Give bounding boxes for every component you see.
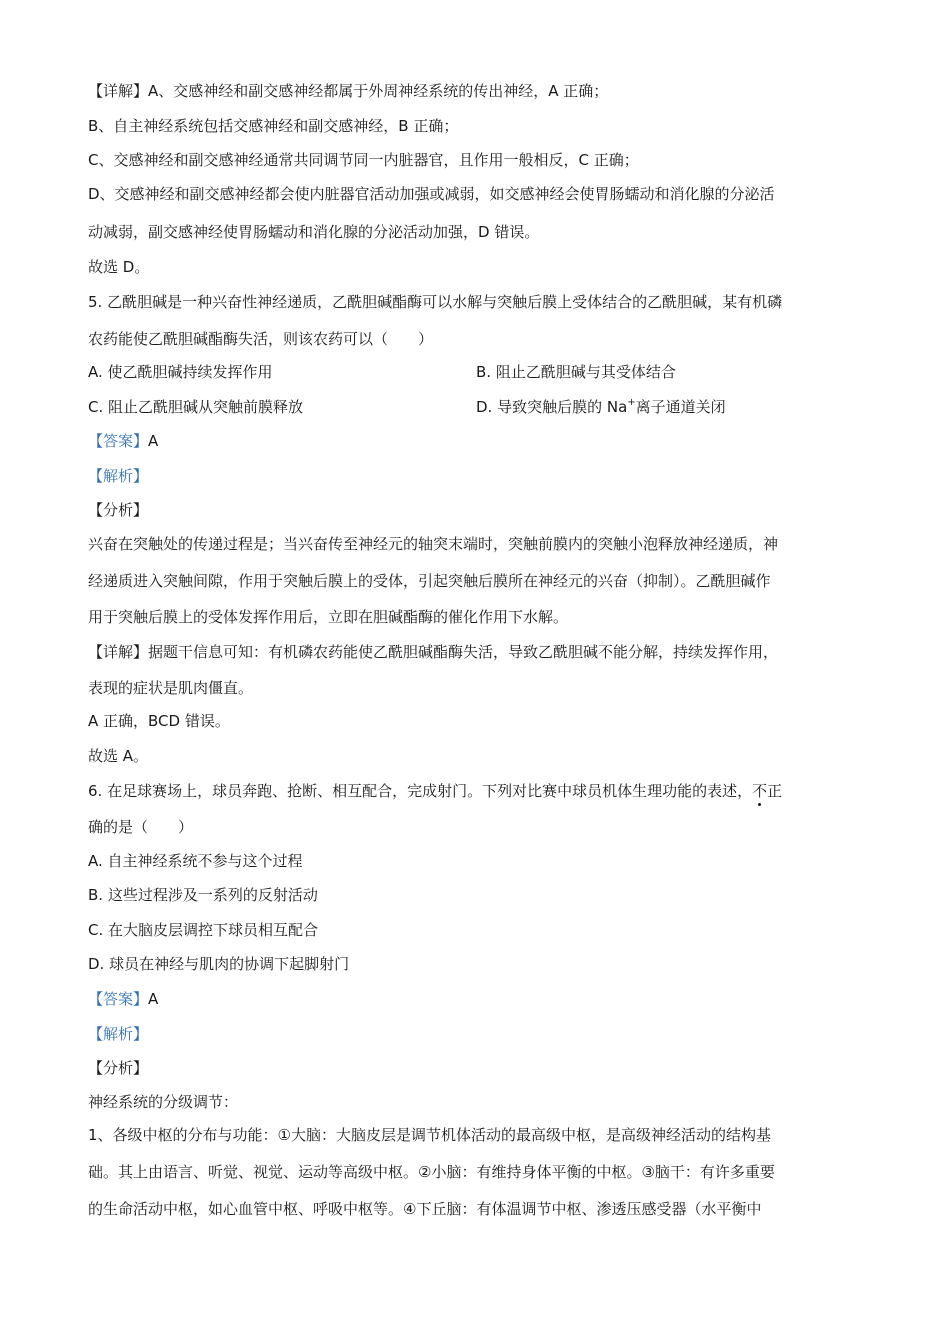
- q5-stem-line1: 5. 乙酰胆碱是一种兴奋性神经递质，乙酰胆碱酯酶可以水解与突触后膜上受体结合的乙酰胆碱，某有机磷: [88, 293, 783, 311]
- q5-result: A 正确，BCD 错误。: [88, 712, 230, 730]
- q5-jiexi-label: 【解析】: [88, 467, 149, 485]
- q4-detail-a: [88, 80, 608, 102]
- q6-analysis-line1: 1、各级中枢的分布与功能：①大脑：大脑皮层是调节机体活动的最高级中枢，是高级神经活动的结构基: [88, 1126, 771, 1144]
- q4-detail-b: B、自主神经系统包括交感神经和副交感神经，B 正确；: [88, 117, 459, 135]
- detail-text: 据题干信息可知：有机磷农药能使乙酰胆碱酯酶失活，导致乙酰胆碱不能分解，持续发挥作用，: [148, 643, 779, 661]
- q5-stem-line2: 农药能使乙酰胆碱酯酶失活，则该农药可以（ ）: [88, 330, 434, 348]
- q4-detail-d-line1: D、交感神经和副交感神经都会使内脏器官活动加强或减弱，如交感神经会使胃肠蠕动和消化腺的分泌活: [88, 185, 775, 203]
- q6-jiexi-label: 【解析】: [88, 1025, 149, 1043]
- q5-option-b: B. 阻止乙酰胆碱与其受体结合: [476, 363, 676, 381]
- q6-fenxi-label: 【分析】: [88, 1059, 149, 1077]
- q5-analysis-line2: 经递质进入突触间隙，作用于突触后膜上的受体，引起突触后膜所在神经元的兴奋（抑制）。乙酰胆碱作: [88, 572, 771, 590]
- q6-option-b: B. 这些过程涉及一系列的反射活动: [88, 886, 318, 904]
- option-d-text-end: 离子通道关闭: [635, 398, 726, 416]
- stem-text-end: 正: [767, 782, 783, 800]
- detail-label: 【详解】: [88, 82, 149, 100]
- q5-option-c: C. 阻止乙酰胆碱从突触前膜释放: [88, 398, 304, 416]
- q4-choice: 故选 D。: [88, 258, 150, 276]
- q5-analysis-line3: 用于突触后膜上的受体发挥作用后，立即在胆碱酯酶的催化作用下水解。: [88, 608, 569, 626]
- answer-value: A: [148, 990, 159, 1008]
- q6-stem-line1: [88, 780, 782, 802]
- q6-option-c: C. 在大脑皮层调控下球员相互配合: [88, 921, 319, 939]
- q5-option-d: [476, 396, 726, 418]
- q5-detail-line1: [88, 641, 778, 663]
- q4-detail-c: C、交感神经和副交感神经通常共同调节同一内脏器官，且作用一般相反，C 正确；: [88, 151, 639, 169]
- q5-analysis-line1: 兴奋在突触处的传递过程是；当兴奋传至神经元的轴突末端时，突触前膜内的突触小泡释放神经递质，神: [88, 535, 779, 553]
- stem-text: 6. 在足球赛场上，球员奔跑、抢断、相互配合，完成射门。下列对比赛中球员机体生理功能的表述，: [88, 782, 753, 800]
- q6-analysis-line2: 础。其上由语言、听觉、视觉、运动等高级中枢。②小脑：有维持身体平衡的中枢。③脑干：有许多重要: [88, 1163, 775, 1181]
- answer-label: 【答案】: [88, 990, 149, 1008]
- option-d-text: D. 导致突触后膜的 Na: [476, 398, 628, 416]
- q6-answer: [88, 988, 158, 1010]
- emphasis-dotted-char: 不: [752, 782, 768, 800]
- q6-stem-line2: 确的是（ ）: [88, 818, 194, 836]
- q6-analysis-title: 神经系统的分级调节：: [88, 1093, 239, 1111]
- q6-option-a: A. 自主神经系统不参与这个过程: [88, 852, 303, 870]
- detail-label: 【详解】: [88, 643, 149, 661]
- q5-option-a: A. 使乙酰胆碱持续发挥作用: [88, 363, 273, 381]
- answer-label: 【答案】: [88, 432, 149, 450]
- q5-detail-line2: 表现的症状是肌肉僵直。: [88, 679, 254, 697]
- q5-fenxi-label: 【分析】: [88, 501, 149, 519]
- detail-text: A、交感神经和副交感神经都属于外周神经系统的传出神经，A 正确；: [148, 82, 609, 100]
- superscript-plus: +: [627, 397, 636, 408]
- q5-choice: 故选 A。: [88, 747, 149, 765]
- q6-analysis-line3: 的生命活动中枢，如心血管中枢、呼吸中枢等。④下丘脑：有体温调节中枢、渗透压感受器（水平衡中: [88, 1200, 762, 1218]
- q4-detail-d-line2: 动减弱，副交感神经使胃肠蠕动和消化腺的分泌活动加强，D 错误。: [88, 223, 540, 241]
- q5-answer: [88, 430, 158, 452]
- answer-value: A: [148, 432, 159, 450]
- q6-option-d: D. 球员在神经与肌肉的协调下起脚射门: [88, 955, 350, 973]
